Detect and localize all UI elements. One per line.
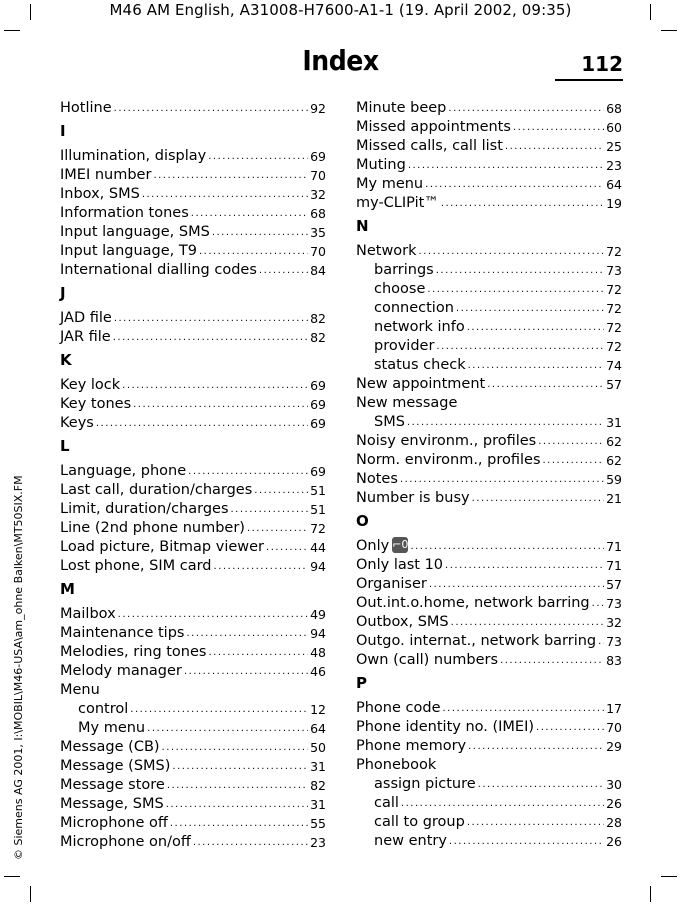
page-ref: 23 [310, 835, 326, 850]
entry-text: I [60, 122, 66, 140]
index-entry [60, 557, 326, 576]
page-ref: 50 [310, 740, 326, 755]
leader-dots [456, 299, 604, 318]
page-ref: 74 [606, 358, 622, 373]
index-entry [60, 795, 326, 814]
index-entry [356, 718, 622, 737]
entry-text: call [374, 795, 399, 811]
page-ref: 73 [606, 634, 622, 649]
index-entry [356, 470, 622, 489]
leader-dots [214, 557, 309, 576]
leader-dots [441, 194, 604, 213]
leader-dots [193, 833, 308, 852]
entry-text: J [60, 284, 66, 302]
index-entry [356, 775, 622, 794]
page-ref: 92 [310, 101, 326, 116]
page-ref: 51 [310, 502, 326, 517]
entry-text: my-CLIPit™ [356, 195, 439, 211]
page-ref: 64 [606, 177, 622, 192]
index-entry [60, 757, 326, 776]
index-entry [356, 432, 622, 451]
leader-dots [449, 832, 604, 851]
index-entry [60, 223, 326, 242]
entry-text: Microphone off [60, 815, 168, 831]
entry-text: Line (2nd phone number) [60, 520, 245, 536]
index-heading [60, 681, 326, 700]
page-ref: 57 [606, 577, 622, 592]
index-entry [60, 624, 326, 643]
leader-dots [448, 99, 604, 118]
page-ref: 68 [606, 101, 622, 116]
leader-dots [400, 470, 604, 489]
index-entry [356, 175, 622, 194]
leader-dots [114, 99, 308, 118]
index-entry [356, 699, 622, 718]
index-entry [60, 99, 326, 118]
page-ref: 70 [310, 244, 326, 259]
index-entry [356, 156, 622, 175]
leader-dots [505, 137, 604, 156]
index-entry [60, 481, 326, 500]
page-ref: 73 [606, 263, 622, 278]
entry-text: Message, SMS [60, 796, 164, 812]
entry-text: Keys [60, 415, 94, 431]
entry-text: Limit, duration/charges [60, 501, 229, 517]
page-number: 112 [581, 52, 623, 76]
page-ref: 26 [606, 796, 622, 811]
entry-text: Menu [60, 682, 100, 698]
entry-text: Outgo. internat., network barring [356, 633, 597, 649]
leader-dots [436, 337, 604, 356]
leader-dots [212, 223, 308, 242]
page-ref: 28 [606, 815, 622, 830]
index-heading [356, 756, 622, 775]
index-entry [60, 376, 326, 395]
index-letter [60, 433, 326, 462]
page-ref: 72 [606, 282, 622, 297]
index-entry [356, 632, 622, 651]
leader-dots [436, 261, 604, 280]
index-entry [356, 337, 622, 356]
page-ref: 46 [310, 664, 326, 679]
entry-text: Phone identity no. (IMEI) [356, 719, 535, 735]
page-ref: 31 [310, 759, 326, 774]
entry-text: Out.int.o.home, network barring [356, 595, 590, 611]
entry-text: status check [374, 357, 466, 373]
page-ref: 72 [606, 339, 622, 354]
index-entry [356, 137, 622, 156]
leader-dots [118, 605, 308, 624]
entry-text: Melody manager [60, 663, 182, 679]
leader-dots [445, 556, 604, 575]
entry-text: Last call, duration/charges [60, 482, 253, 498]
leader-dots [114, 309, 308, 328]
entry-text: control [78, 701, 129, 717]
entry-text: Load picture, Bitmap viewer [60, 539, 265, 555]
leader-dots [500, 651, 604, 670]
leader-dots [467, 318, 604, 337]
entry-text: Lost phone, SIM card [60, 558, 212, 574]
leader-dots [592, 594, 604, 613]
page-ref: 30 [606, 777, 622, 792]
page-ref: 17 [606, 701, 622, 716]
leader-dots [188, 462, 308, 481]
page-ref: 69 [310, 397, 326, 412]
page-ref: 72 [606, 244, 622, 259]
copyright-path: © Siemens AG 2001, I:\MOBIL\M46-USA\am_ohne Balken\MT50SIX.FM [12, 475, 25, 860]
entry-text: choose [374, 281, 426, 297]
page-ref: 62 [606, 453, 622, 468]
page-ref: 70 [606, 720, 622, 735]
leader-dots [170, 814, 308, 833]
entry-text: Message store [60, 777, 165, 793]
leader-dots [208, 147, 308, 166]
index-entry [60, 662, 326, 681]
entry-text: International dialling codes [60, 262, 257, 278]
entry-text: Minute beep [356, 100, 447, 116]
page-ref: 69 [310, 149, 326, 164]
leader-dots [199, 242, 308, 261]
entry-text: My menu [78, 720, 146, 736]
index-entry [356, 832, 622, 851]
entry-text: My menu [356, 176, 424, 192]
leader-dots [184, 662, 308, 681]
page-ref: 94 [310, 626, 326, 641]
page-ref: 32 [606, 615, 622, 630]
document-info: M46 AM English, A31008-H7600-A1-1 (19. April 2002, 09:35) [109, 1, 572, 19]
leader-dots [443, 699, 605, 718]
page-ref: 69 [310, 416, 326, 431]
index-entry [356, 794, 622, 813]
entry-text: network info [374, 319, 465, 335]
page-ref: 51 [310, 483, 326, 498]
entry-text: provider [374, 338, 435, 354]
page-ref: 31 [606, 415, 622, 430]
entry-text: Missed appointments [356, 119, 511, 135]
crop-mark [661, 30, 677, 31]
index-letter [60, 280, 326, 309]
entry-text: O [356, 512, 369, 530]
page-ref: 71 [606, 558, 622, 573]
leader-dots [162, 738, 309, 757]
entry-text: Phonebook [356, 757, 437, 773]
page-ref: 32 [310, 187, 326, 202]
leader-dots [191, 204, 308, 223]
index-entry [60, 500, 326, 519]
index-column-right [356, 99, 622, 851]
entry-text: Input language, SMS [60, 224, 210, 240]
entry-text: New message [356, 395, 458, 411]
entry-text: N [356, 217, 369, 235]
crop-mark [30, 886, 31, 902]
entry-text: Language, phone [60, 463, 187, 479]
entry-text: Key tones [60, 396, 132, 412]
crop-mark [4, 30, 20, 31]
index-entry [356, 242, 622, 261]
index-entry [356, 118, 622, 137]
entry-text: Only [356, 538, 390, 554]
index-entry [60, 166, 326, 185]
index-entry [60, 261, 326, 280]
leader-dots [407, 413, 604, 432]
entry-text: Missed calls, call list [356, 138, 503, 154]
index-entry [60, 833, 326, 852]
page-ref: 19 [606, 196, 622, 211]
page-ref: 72 [606, 320, 622, 335]
page-ref: 62 [606, 434, 622, 449]
index-entry [60, 185, 326, 204]
index-entry [356, 356, 622, 375]
leader-dots [113, 328, 308, 347]
entry-text: Number is busy [356, 490, 470, 506]
entry-text: K [60, 351, 72, 369]
page-ref: 69 [310, 378, 326, 393]
key-zero-icon: ⌐0 [392, 538, 409, 551]
index-entry [356, 318, 622, 337]
entry-text: P [356, 674, 367, 692]
leader-dots [231, 500, 309, 519]
leader-dots [172, 757, 308, 776]
index-entry [60, 414, 326, 433]
entry-text: Organiser [356, 576, 427, 592]
page-ref: 35 [310, 225, 326, 240]
crop-mark [4, 876, 20, 877]
leader-dots [153, 166, 308, 185]
crop-mark [650, 886, 651, 902]
index-entry [60, 204, 326, 223]
leader-dots [167, 776, 308, 795]
entry-text: new entry [374, 833, 447, 849]
index-entry [60, 309, 326, 328]
leader-dots [598, 632, 604, 651]
index-entry [60, 147, 326, 166]
page-ref: 60 [606, 120, 622, 135]
page-ref: 59 [606, 472, 622, 487]
page-ref: 55 [310, 816, 326, 831]
leader-dots [96, 414, 308, 433]
index-entry [60, 328, 326, 347]
leader-dots [536, 718, 604, 737]
leader-dots [513, 118, 604, 137]
index-heading [356, 394, 622, 413]
index-entry [356, 575, 622, 594]
index-entry [356, 537, 622, 556]
page-ref: 49 [310, 607, 326, 622]
entry-text: Noisy environm., profiles [356, 433, 537, 449]
page-ref: 72 [310, 521, 326, 536]
entry-text: Phone memory [356, 738, 467, 754]
leader-dots [425, 175, 604, 194]
leader-dots [419, 242, 605, 261]
leader-dots [408, 156, 604, 175]
page-ref: 29 [606, 739, 622, 754]
page-ref: 23 [606, 158, 622, 173]
entry-text: Melodies, ring tones [60, 644, 207, 660]
leader-dots [410, 537, 604, 556]
entry-text: Message (CB) [60, 739, 160, 755]
index-letter [356, 670, 622, 699]
index-entry [356, 280, 622, 299]
page-ref: 31 [310, 797, 326, 812]
index-entry [60, 395, 326, 414]
leader-dots [254, 481, 308, 500]
index-entry [356, 489, 622, 508]
leader-dots [401, 794, 604, 813]
index-entry [60, 538, 326, 557]
entry-text: Key lock [60, 377, 121, 393]
leader-dots [259, 261, 308, 280]
index-entry [356, 375, 622, 394]
index-letter [356, 213, 622, 242]
page-ref: 25 [606, 139, 622, 154]
page-number-rule [555, 79, 623, 81]
leader-dots [487, 375, 604, 394]
index-entry [60, 700, 326, 719]
entry-text: L [60, 437, 70, 455]
leader-dots [429, 575, 604, 594]
page-ref: 21 [606, 491, 622, 506]
leader-dots [467, 813, 604, 832]
index-entry [60, 738, 326, 757]
leader-dots [266, 538, 308, 557]
entry-text: Information tones [60, 205, 189, 221]
entry-text: Inbox, SMS [60, 186, 140, 202]
entry-text: Message (SMS) [60, 758, 171, 774]
page-ref: 48 [310, 645, 326, 660]
index-entry [356, 594, 622, 613]
index-entry [356, 651, 622, 670]
page-ref: 70 [310, 168, 326, 183]
index-entry [356, 451, 622, 470]
entry-text: SMS [374, 414, 405, 430]
leader-dots [133, 395, 308, 414]
leader-dots [186, 624, 308, 643]
index-entry [356, 299, 622, 318]
entry-text: Mailbox [60, 606, 116, 622]
page-ref: 69 [310, 464, 326, 479]
leader-dots [478, 775, 604, 794]
entry-text: Hotline [60, 100, 112, 116]
entry-text: Notes [356, 471, 398, 487]
index-entry [356, 194, 622, 213]
index-entry [60, 643, 326, 662]
page-ref: 12 [310, 702, 326, 717]
index-entry [60, 719, 326, 738]
index-entry [356, 556, 622, 575]
index-entry [356, 99, 622, 118]
entry-text: Maintenance tips [60, 625, 185, 641]
entry-text: Norm. environm., profiles [356, 452, 541, 468]
entry-text: Network [356, 243, 417, 259]
entry-text: connection [374, 300, 454, 316]
index-entry [60, 462, 326, 481]
entry-text: New appointment [356, 376, 486, 392]
page-ref: 72 [606, 301, 622, 316]
index-column-left [60, 99, 326, 852]
leader-dots [427, 280, 604, 299]
index-entry [60, 776, 326, 795]
entry-text: Microphone on/off [60, 834, 191, 850]
page-ref: 82 [310, 778, 326, 793]
index-entry [356, 737, 622, 756]
page-ref: 64 [310, 721, 326, 736]
entry-text: call to group [374, 814, 465, 830]
entry-text: Input language, T9 [60, 243, 197, 259]
page-ref: 68 [310, 206, 326, 221]
entry-text: M [60, 580, 75, 598]
entry-text: JAR file [60, 329, 111, 345]
leader-dots [208, 643, 308, 662]
entry-text: Only last 10 [356, 557, 444, 573]
page-ref: 26 [606, 834, 622, 849]
page-ref: 82 [310, 311, 326, 326]
leader-dots [130, 700, 308, 719]
entry-text: barrings [374, 262, 434, 278]
entry-text: Phone code [356, 700, 441, 716]
page-ref: 73 [606, 596, 622, 611]
page-ref: 84 [310, 263, 326, 278]
leader-dots [468, 356, 604, 375]
entry-text: Muting [356, 157, 406, 173]
leader-dots [147, 719, 308, 738]
index-entry [60, 519, 326, 538]
entry-text: JAD file [60, 310, 112, 326]
leader-dots [468, 737, 604, 756]
leader-dots [538, 432, 604, 451]
entry-text: assign picture [374, 776, 476, 792]
index-entry [356, 613, 622, 632]
index-entry [60, 242, 326, 261]
index-entry [60, 814, 326, 833]
index-letter [60, 118, 326, 147]
leader-dots [247, 519, 308, 538]
index-entry [60, 605, 326, 624]
page-ref: 83 [606, 653, 622, 668]
leader-dots [543, 451, 605, 470]
leader-dots [122, 376, 308, 395]
page-ref: 44 [310, 540, 326, 555]
entry-text: Outbox, SMS [356, 614, 449, 630]
leader-dots [142, 185, 308, 204]
leader-dots [166, 795, 308, 814]
entry-text: Own (call) numbers [356, 652, 499, 668]
page-ref: 82 [310, 330, 326, 345]
page-title: Index [302, 44, 379, 77]
page-ref: 57 [606, 377, 622, 392]
index-letter [356, 508, 622, 537]
page-ref: 94 [310, 559, 326, 574]
leader-dots [451, 613, 604, 632]
index-entry [356, 261, 622, 280]
crop-mark [661, 876, 677, 877]
index-entry [356, 813, 622, 832]
entry-text: IMEI number [60, 167, 152, 183]
index-entry [356, 413, 622, 432]
index-letter [60, 576, 326, 605]
index-letter [60, 347, 326, 376]
entry-text: Illumination, display [60, 148, 207, 164]
page-ref: 71 [606, 539, 622, 554]
leader-dots [472, 489, 605, 508]
